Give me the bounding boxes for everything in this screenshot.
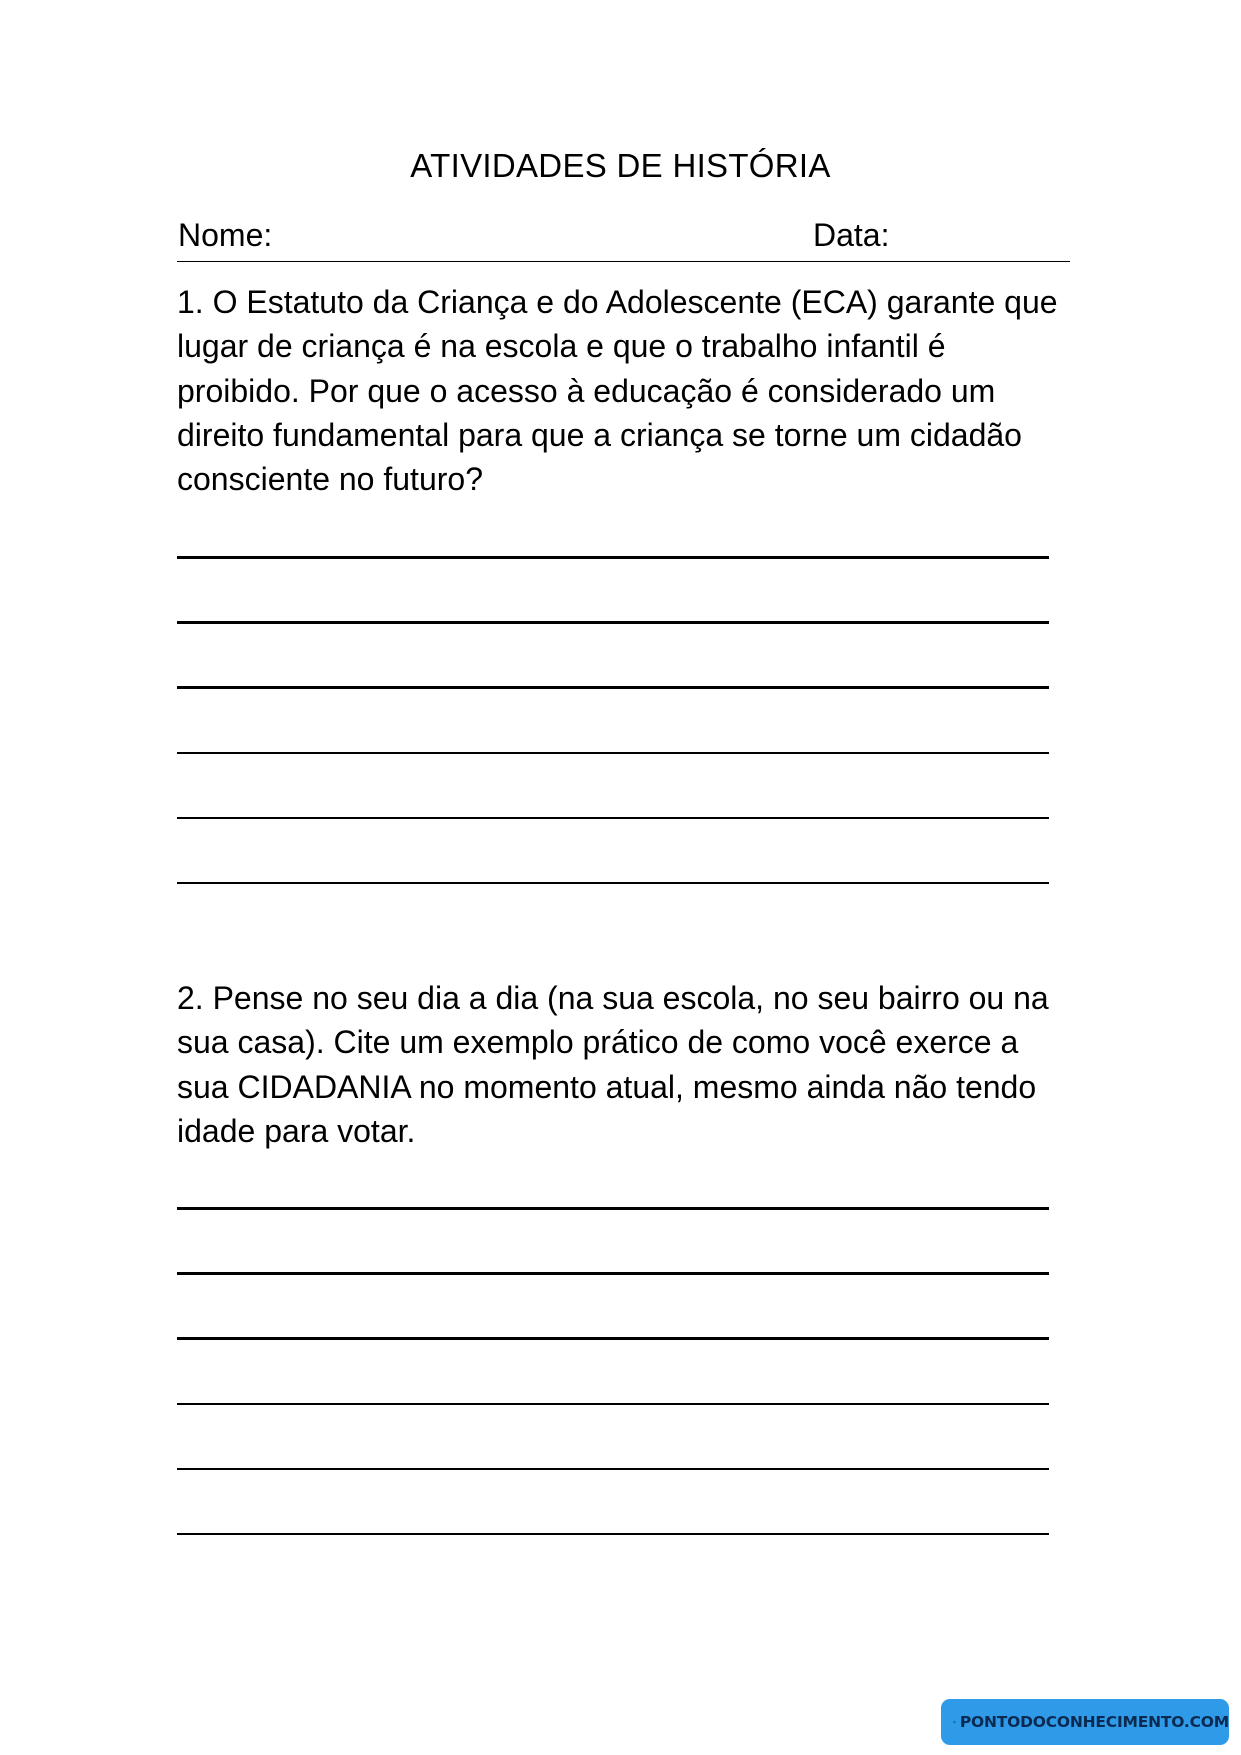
answer-line [177, 1337, 1049, 1340]
site-logo-badge [941, 1699, 1229, 1745]
question-2-answer-lines [177, 1207, 1049, 1598]
question-1-text: 1. O Estatuto da Criança e do Adolescente (ECA) garante que lugar de criança é na escola e que o trabalho infantil é proibido. Por que o acesso à educação é considerado um direito fundamental para que a criança se torne um cidadão consciente no futuro? [177, 284, 1058, 498]
answer-line [177, 1272, 1049, 1275]
answer-line [177, 621, 1049, 624]
question-2-text: 2. Pense no seu dia a dia (na sua escola, no seu bairro ou na sua casa). Cite um exemplo prático de como você exerce a sua CIDADANIA no momento atual, mesmo ainda não tendo idade para votar. [177, 980, 1049, 1149]
answer-line [177, 1533, 1049, 1536]
student-header-row [177, 215, 1070, 262]
answer-line [177, 1207, 1049, 1210]
logo-text: PONTODOCONHECIMENTO.COM [959, 1713, 1229, 1731]
answer-line [177, 556, 1049, 559]
question-1-answer-lines [177, 556, 1049, 947]
answer-line [177, 1468, 1049, 1471]
answer-line [177, 817, 1049, 820]
answer-line [177, 882, 1049, 885]
answer-line [177, 1403, 1049, 1406]
answer-line [177, 686, 1049, 689]
page-title: ATIVIDADES DE HISTÓRIA [410, 147, 831, 184]
answer-line [177, 752, 1049, 755]
graduation-cap-book-icon [953, 1707, 956, 1737]
date-label: Data: [813, 217, 890, 253]
name-label: Nome: [178, 217, 273, 253]
